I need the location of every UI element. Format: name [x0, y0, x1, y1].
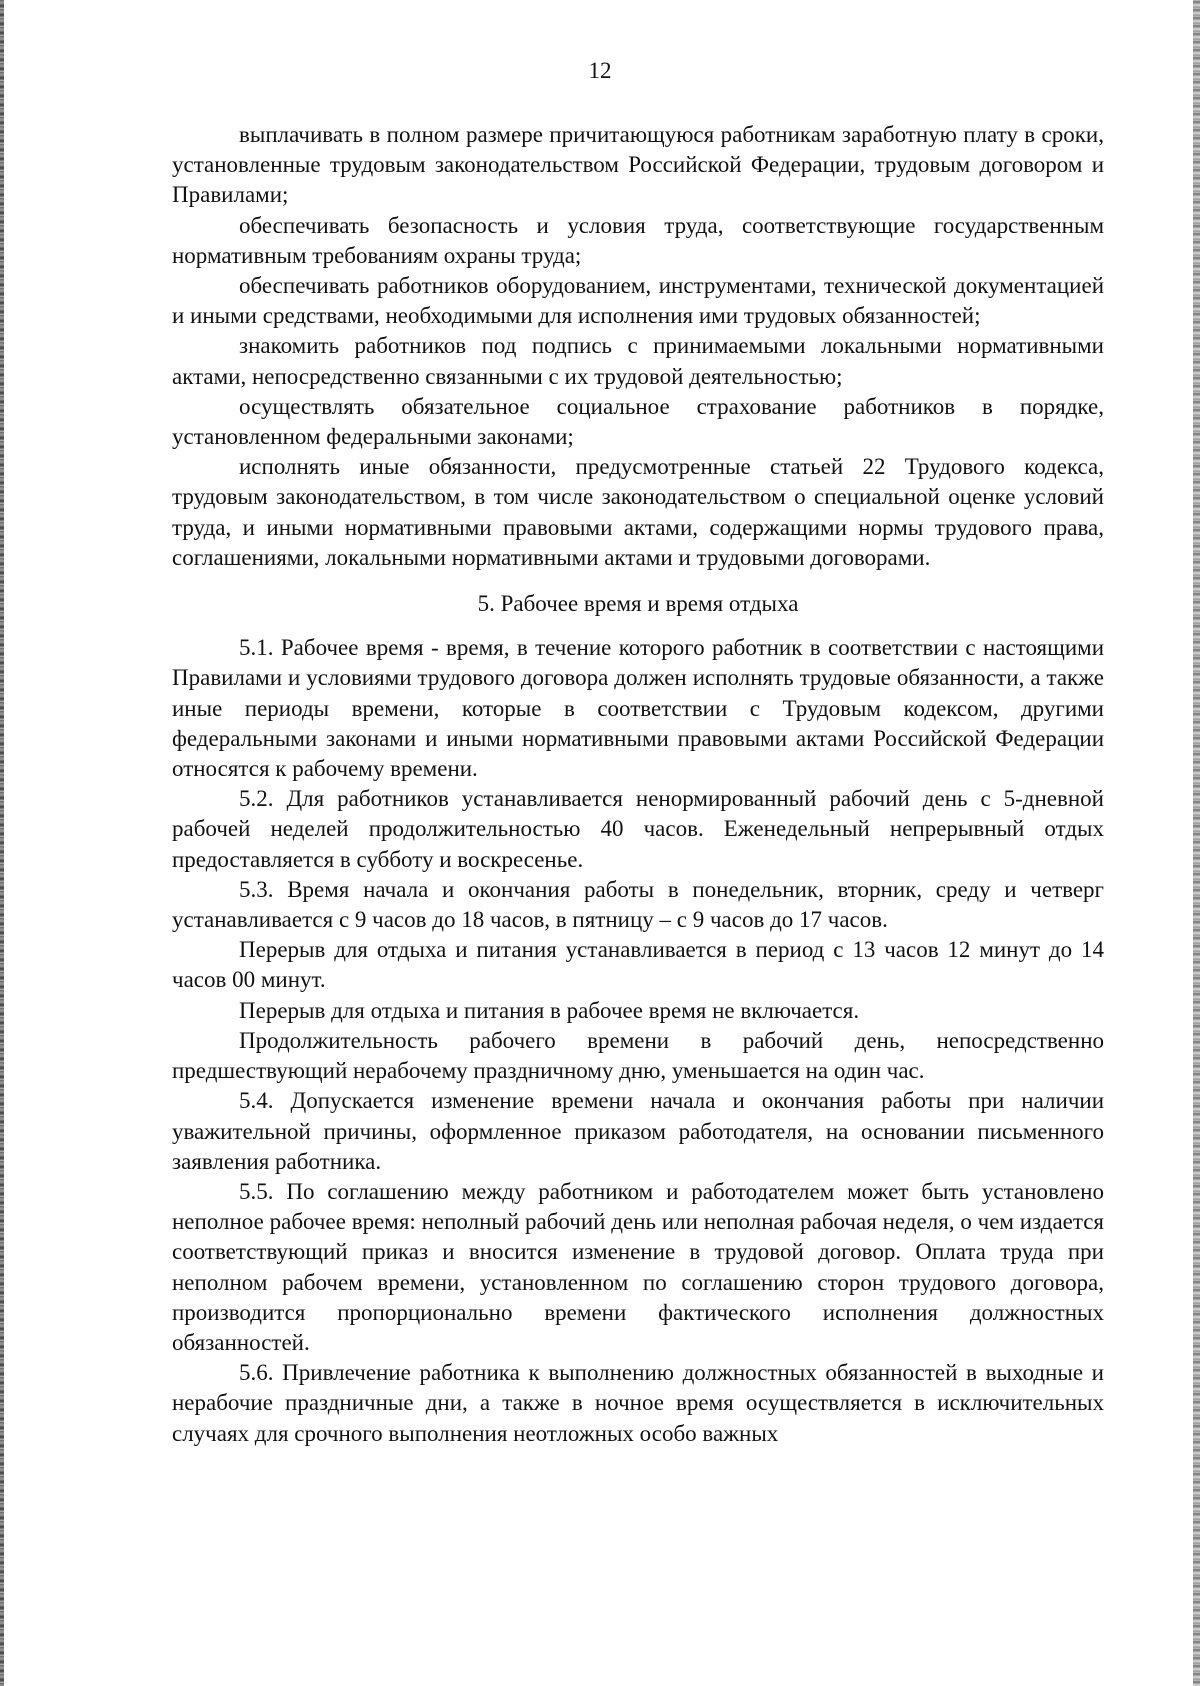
paragraph-pre-holiday: Продолжительность рабочего времени в рабочий день, непосредственно предшествующий нерабочему праздничному дню, уменьшается на один час. [172, 1027, 1104, 1084]
paragraph-local-acts: знакомить работников под подпись с принимаемыми локальными нормативными актами, непосредственно связанными с их трудовой деятельностью; [172, 333, 1104, 389]
paragraph-5-2: 5.2. Для работников устанавливается ненормированный рабочий день с 5-дневной рабочей неделей продолжительностью 40 часов. Еженедельный непрерывный отдых предоставляется в субботу и воскресенье. [172, 786, 1104, 872]
paragraph-equipment: обеспечивать работников оборудованием, инструментами, технической документацией и иными средствами, необходимыми для исполнения ими трудовых обязанностей; [172, 273, 1104, 329]
paragraph-other-duties: исполнять иные обязанности, предусмотренные статьей 22 Трудового кодекса, трудовым законодательством, в том числе законодательством о специальной оценке условий труда, и иными нормативными правовыми актами, содержащими нормы трудового права, соглашениями, локальными нормативными актами и трудовыми договорами. [172, 454, 1104, 570]
paragraph-break-not-included: Перерыв для отдыха и питания в рабочее время не включается. [239, 997, 860, 1023]
paragraph-5-6: 5.6. Привлечение работника к выполнению должностных обязанностей в выходные и нерабочие праздничные дни, а также в ночное время осуществляется в исключительных случаях для срочного выполнения неотложных особо важных [172, 1360, 1104, 1446]
paragraph-safety: обеспечивать безопасность и условия труда, соответствующие государственным нормативным требованиям охраны труда; [172, 212, 1104, 268]
paragraph-pay-wages: выплачивать в полном размере причитающуюся работникам заработную плату в сроки, установленные трудовым законодательством Российской Федерации, трудовым договором и Правилами; [172, 122, 1104, 208]
page-number: 12 [588, 58, 612, 83]
paragraph-5-3: 5.3. Время начала и окончания работы в понедельник, вторник, среду и четверг устанавливается с 9 часов до 18 часов, в пятницу – с 9 часов до 17 часов. [172, 876, 1104, 933]
paragraph-5-5: 5.5. По соглашению между работником и работодателем может быть установлено неполное рабочее время: неполный рабочий день или неполная рабочая неделя, о чем издается соответствующий приказ и вносится изменение в трудовой договор. Оплата труда при неполном рабочем времени, установленном по соглашению сторон трудового договора, производится пропорционально времени фактического исполнения должностных обязанностей. [172, 1178, 1104, 1355]
scan-edge-right [1193, 0, 1200, 1686]
paragraph-social-insurance: осуществлять обязательное социальное страхование работников в порядке, установленном федеральными законами; [172, 393, 1104, 450]
paragraph-break-time: Перерыв для отдыха и питания устанавливается в период с 13 часов 12 минут до 14 часов 00 минут. [172, 937, 1104, 993]
document-body [172, 120, 1104, 1449]
paragraph-5-1: 5.1. Рабочее время - время, в течение которого работник в соответствии с настоящими Правилами и условиями трудового договора должен исполнять трудовые обязанности, а также иные периоды времени, которые в соответствии с Трудовым кодексом, другими федеральными законами и иными нормативными правовыми актами Российской Федерации относятся к рабочему времени. [172, 635, 1104, 782]
paragraph-5-4: 5.4. Допускается изменение времени начала и окончания работы при наличии уважительной причины, оформленное приказом работодателя, на основании письменного заявления работника. [172, 1088, 1104, 1174]
scan-edge-left [0, 0, 4, 1686]
section-heading: 5. Рабочее время и время отдыха [477, 591, 799, 617]
